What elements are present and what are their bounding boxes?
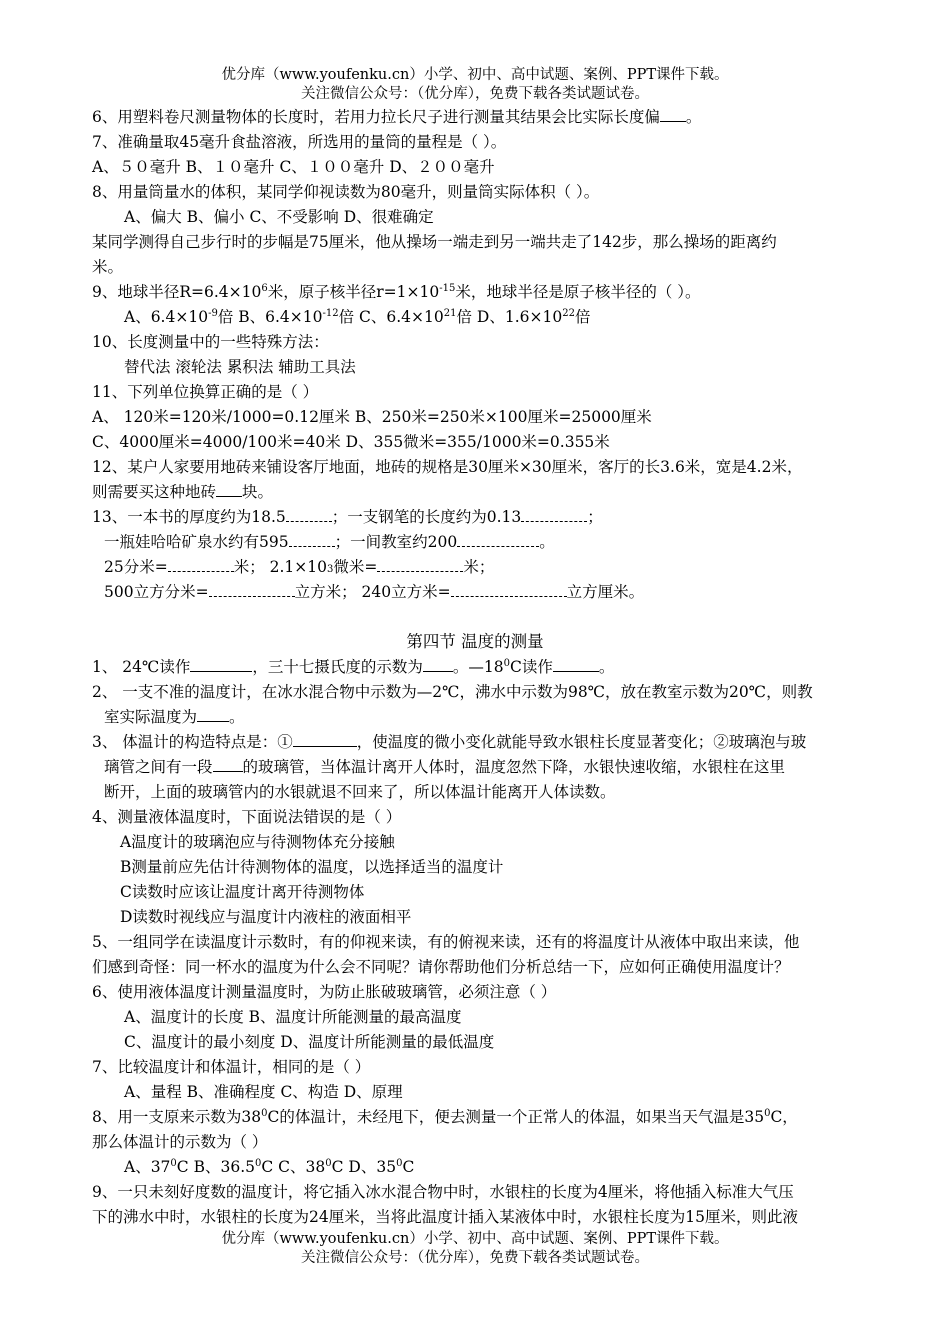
answer-blank bbox=[216, 481, 242, 497]
answer-blank bbox=[286, 506, 332, 522]
answer-blank bbox=[377, 556, 463, 572]
question-8: 8、用量筒量水的体积，某同学仰视读数为80毫升，则量筒实际体积（ ）。 bbox=[92, 183, 600, 201]
answer-blank bbox=[197, 706, 229, 722]
temp-question-6-options-1: A、温度计的长度 B、温度计所能测量的最高温度 bbox=[124, 1008, 462, 1026]
question-10: 10、长度测量中的一些特殊方法： bbox=[92, 333, 329, 351]
question-10-methods: 替代法 滚轮法 累积法 辅助工具法 bbox=[124, 358, 356, 376]
section-title: 第四节 温度的测量 bbox=[406, 632, 544, 651]
temp-question-8-line-1: 8、用一支原来示数为$38^0C$的体温计，未经甩下，便去测量一个正常人的体温，如果当天气温是$35^0C$， bbox=[92, 1107, 798, 1126]
temp-question-4: 4、测量液体温度时，下面说法错误的是（ ） bbox=[92, 808, 402, 826]
temp-question-8-line-2: 那么体温计的示数为（ ） bbox=[92, 1133, 268, 1151]
temp-question-4-option-d: D读数时视线应与温度计内液柱的液面相平 bbox=[120, 908, 412, 926]
answer-blank bbox=[289, 531, 335, 547]
answer-blank bbox=[660, 106, 686, 122]
footer-line-2: 关注微信公众号：（优分库），免费下载各类试题试卷。 bbox=[301, 1250, 649, 1266]
temp-question-3-line-2: 璃管之间有一段 的玻璃管，当体温计离开人体时，温度忽然下降，水银快速收缩，水银柱在这里 bbox=[104, 758, 786, 776]
temp-question-4-option-b: B测量前应先估计待测物体的温度，以选择适当的温度计 bbox=[120, 858, 504, 876]
question-12-line-1: 12、某户人家要用地砖来铺设客厅地面，地砖的规格是30厘米×30厘米，客厅的长3.6米，宽是4.2米， bbox=[92, 458, 803, 476]
temp-question-7: 7、比较温度计和体温计，相同的是（ ） bbox=[92, 1058, 371, 1076]
question-8-options: A、偏大 B、偏小 C、不受影响 D、很难确定 bbox=[124, 208, 434, 226]
question-9-options: A、$6.4\times 10^{-9}$倍 B、$6.4\times 10^{-12}$倍 C、$6.4\times 10^{21}$倍 D、$1.6\times 10^{22}$倍 bbox=[124, 307, 591, 326]
temp-question-6-options-2: C、温度计的最小刻度 D、温度计所能测量的最低温度 bbox=[124, 1033, 495, 1051]
question-12-line-2: 则需要买这种地砖 块。 bbox=[92, 483, 274, 501]
temp-question-2-line-2: 室实际温度为 。 bbox=[104, 708, 245, 726]
temp-question-4-option-c: C读数时应该让温度计离开待测物体 bbox=[120, 883, 365, 901]
header-line-1: 优分库（www.youfenku.cn）小学、初中、高中试题、案例、PPT课件下载。 bbox=[221, 67, 729, 83]
temp-question-9-line-1: 9、一只未刻好度数的温度计，将它插入冰水混合物中时，水银柱的长度为4厘米，将他插入标准大气压 bbox=[92, 1183, 794, 1201]
temp-question-5-line-2: 们感到奇怪：同一杯水的温度为什么会不同呢？请你帮助他们分析总结一下，应如何正确使用温度计？ bbox=[92, 958, 790, 976]
question-6: 6、用塑料卷尺测量物体的长度时，若用力拉长尺子进行测量其结果会比实际长度偏 。 bbox=[92, 108, 702, 126]
temp-question-9-line-2: 下的沸水中时，水银柱的长度为24厘米，当将此温度计插入某液体中时，水银柱长度为15厘米，则此液 bbox=[92, 1208, 798, 1226]
question-7: 7、准确量取45毫升食盐溶液，所选用的量筒的量程是（ ）。 bbox=[92, 133, 507, 151]
step-question-line-1: 某同学测得自己步行时的步幅是75厘米，他从操场一端走到另一端共走了142步，那么操场的距离约 bbox=[92, 233, 777, 251]
question-7-options: A、５０毫升 B、１０毫升 C、１００毫升 D、２００毫升 bbox=[92, 158, 495, 176]
temp-question-6: 6、使用液体温度计测量温度时，为防止胀破玻璃管，必须注意（ ） bbox=[92, 983, 557, 1001]
answer-blank bbox=[190, 656, 252, 672]
question-13-line-1: 13、一本书的厚度约为18.5 ；一支钢笔的长度约为0.13 ； bbox=[92, 508, 603, 526]
answer-blank bbox=[553, 656, 599, 672]
question-11-options-1: A、 120米=120米/1000=0.12厘米 B、250米=250米×100厘米=25000厘米 bbox=[92, 408, 652, 426]
answer-blank bbox=[521, 506, 587, 522]
question-11-options-2: C、4000厘米=4000/100米=40米 D、355微米=355/1000米=0.355米 bbox=[92, 433, 610, 451]
temp-question-4-option-a: A温度计的玻璃泡应与待测物体充分接触 bbox=[120, 833, 395, 851]
answer-blank bbox=[451, 581, 567, 597]
temp-question-3-line-3: 断开，上面的玻璃管内的水银就退不回来了，所以体温计能离开人体读数。 bbox=[104, 783, 616, 801]
answer-blank bbox=[457, 531, 539, 547]
question-9: 9、地球半径$R=6.4\times 10^6$米，原子核半径$r=1\times 10^{-15}$米，地球半径是原子核半径的（ ）。 bbox=[92, 282, 701, 301]
header-line-2: 关注微信公众号：（优分库），免费下载各类试题试卷。 bbox=[301, 86, 649, 102]
question-11: 11、下列单位换算正确的是（ ） bbox=[92, 383, 319, 401]
step-question-line-2: 米。 bbox=[92, 258, 124, 276]
temp-question-7-options: A、量程 B、准确程度 C、构造 D、原理 bbox=[124, 1083, 403, 1101]
answer-blank bbox=[213, 756, 243, 772]
answer-blank bbox=[168, 556, 234, 572]
answer-blank bbox=[293, 731, 357, 747]
answer-blank bbox=[209, 581, 295, 597]
answer-blank bbox=[423, 656, 453, 672]
temp-question-2-line-1: 2、 一支不准的温度计，在冰水混合物中示数为—2℃，沸水中示数为98℃，放在教室示数为20℃，则教 bbox=[92, 683, 813, 701]
temp-question-5-line-1: 5、一组同学在读温度计示数时，有的仰视来读，有的俯视来读，还有的将温度计从液体中取出来读，他 bbox=[92, 933, 800, 951]
temp-question-1: 1、 24℃读作 ，三十七摄氏度的示数为 。$—18^0C$读作 。 bbox=[92, 657, 615, 676]
question-13-line-2: 一瓶娃哈哈矿泉水约有595 ；一间教室约200 。 bbox=[104, 533, 555, 551]
temp-question-3-line-1: 3、 体温计的构造特点是：① ，使温度的微小变化就能导致水银柱长度显著变化；②玻璃泡与玻 bbox=[92, 733, 807, 751]
question-13-line-4: 500立方分米= 立方米； 240立方米= 立方厘米。 bbox=[104, 583, 645, 601]
temp-question-8-options: A、$37^0C$ B、36.5$^0$C C、$38^0C$ D、$35^0C$ bbox=[124, 1157, 415, 1176]
footer-line-1: 优分库（www.youfenku.cn）小学、初中、高中试题、案例、PPT课件下载。 bbox=[221, 1231, 729, 1247]
question-13-line-3: 25分米= 米； 2.1×103微米= 米； bbox=[104, 558, 495, 576]
